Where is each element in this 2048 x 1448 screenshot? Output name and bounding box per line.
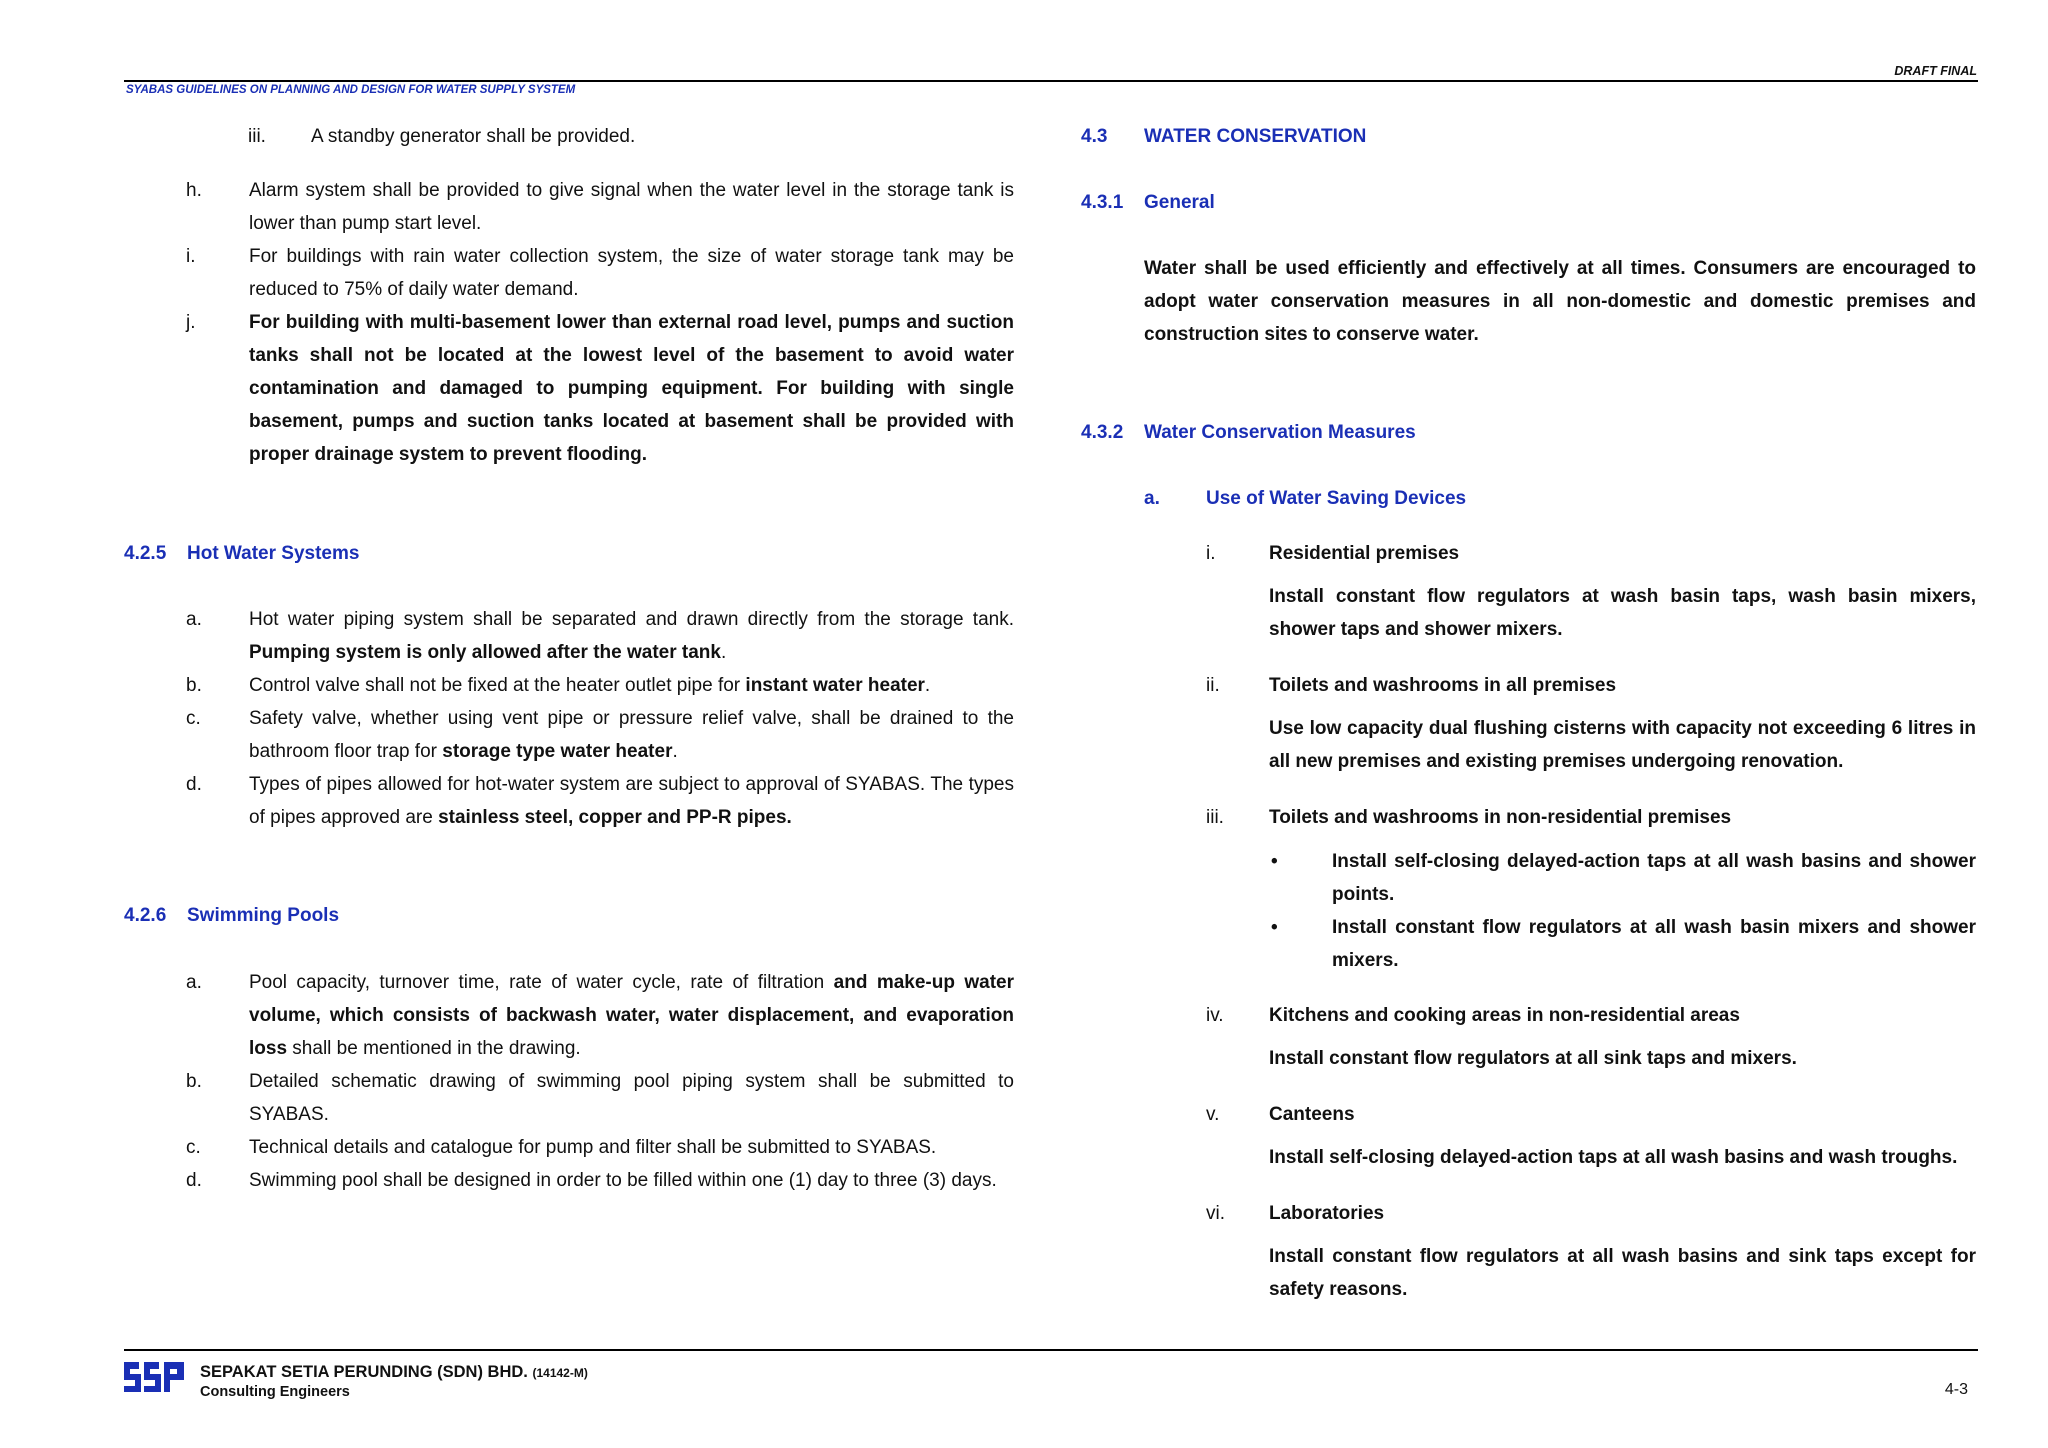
item-h-text: Alarm system shall be provided to give signal when the water level in the storage tank is lower than pump start level. [249,180,1014,234]
measure-vi-title: Laboratories [1269,1203,1385,1224]
sp-d-text: Swimming pool shall be designed in order to be filled within one (1) day to three (3) days. [249,1170,997,1191]
measure-i-label: i. [1206,543,1216,564]
company-subtitle: Consulting Engineers [200,1384,350,1400]
measure-ii-label: ii. [1206,675,1220,696]
bullet-icon: • [1271,851,1278,872]
section-426-number: 4.2.6 [124,905,167,926]
hw-c-label: c. [186,708,201,729]
hw-a-label: a. [186,609,202,630]
hw-b-label: b. [186,675,202,696]
section-43-title: WATER CONSERVATION [1144,126,1367,147]
section-425-title: Hot Water Systems [187,543,360,564]
subsection-a-title: Use of Water Saving Devices [1206,488,1467,509]
section-431-title: General [1144,192,1215,213]
measure-iii-bullet-2: Install constant flow regulators at all wash basin mixers and shower mixers. [1332,917,1976,971]
hw-a-text: Hot water piping system shall be separated and drawn directly from the storage tank. Pumping system is only allowed after the water tank. [249,609,1014,663]
item-j-text: For building with multi-basement lower than external road level, pumps and suction tanks shall not be located at the lowest level of the basement to avoid water contamination and damaged to pumping equipment. For building with single basement, pumps and suction tanks located at basement shall be provided with proper drainage system to prevent flooding. [249,312,1014,465]
measure-v-label: v. [1206,1104,1220,1125]
measure-v-title: Canteens [1269,1104,1355,1125]
measure-ii-text: Use low capacity dual flushing cisterns with capacity not exceeding 6 litres in all new premises and existing premises undergoing renovation. [1269,718,1976,772]
item-i-label: i. [186,246,196,267]
measure-iii-title: Toilets and washrooms in non-residential premises [1269,807,1732,828]
hw-b-text: Control valve shall not be fixed at the heater outlet pipe for instant water heater. [249,675,931,696]
measure-iii-label: iii. [1206,807,1224,828]
section-432-number: 4.3.2 [1081,422,1124,443]
measure-i-text: Install constant flow regulators at wash basin taps, wash basin mixers, shower taps and shower mixers. [1269,586,1976,640]
measure-v-text: Install self-closing delayed-action taps at all wash basins and wash troughs. [1269,1147,1958,1168]
company-name: SEPAKAT SETIA PERUNDING (SDN) BHD. (14142-M) [200,1363,588,1381]
measure-iv-text: Install constant flow regulators at all sink taps and mixers. [1269,1048,1797,1069]
hw-c-text: Safety valve, whether using vent pipe or pressure relief valve, shall be drained to the bathroom floor trap for storage type water heater. [249,708,1014,762]
sp-b-text: Detailed schematic drawing of swimming pool piping system shall be submitted to SYABAS. [249,1071,1014,1125]
hw-d-text: Types of pipes allowed for hot-water system are subject to approval of SYABAS. The types of pipes approved are stainless steel, copper and PP-R pipes. [249,774,1014,828]
item-j-label: j. [186,312,196,333]
sp-a-label: a. [186,972,202,993]
measure-vi-label: vi. [1206,1203,1225,1224]
item-i-text: For buildings with rain water collection system, the size of water storage tank may be reduced to 75% of daily water demand. [249,246,1014,300]
ssp-logo-icon [124,1360,184,1394]
measure-iii-bullet-1: Install self-closing delayed-action taps at all wash basins and shower points. [1332,851,1976,905]
hw-d-label: d. [186,774,202,795]
measure-iv-title: Kitchens and cooking areas in non-residential areas [1269,1005,1740,1026]
general-text: Water shall be used efficiently and effectively at all times. Consumers are encouraged to adopt water conservation measures in all non-domestic and domestic premises and construction sites to conserve water. [1144,258,1976,345]
sp-b-label: b. [186,1071,202,1092]
sp-d-label: d. [186,1170,202,1191]
item-iii-label: iii. [248,126,266,147]
sp-c-label: c. [186,1137,201,1158]
bullet-icon: • [1271,917,1278,938]
subsection-a-label: a. [1144,488,1160,509]
section-43-number: 4.3 [1081,126,1108,147]
item-iii-text: A standby generator shall be provided. [311,126,636,147]
section-431-number: 4.3.1 [1081,192,1124,213]
section-425-number: 4.2.5 [124,543,167,564]
document-title: SYABAS GUIDELINES ON PLANNING AND DESIGN FOR WATER SUPPLY SYSTEM [126,84,576,96]
sp-c-text: Technical details and catalogue for pump and filter shall be submitted to SYABAS. [249,1137,937,1158]
footer-rule [124,1349,1978,1351]
draft-final-label: DRAFT FINAL [1894,64,1977,78]
page-number: 4-3 [1944,1381,1968,1398]
header-rule [124,80,1978,82]
sp-a-text: Pool capacity, turnover time, rate of water cycle, rate of filtration and make-up water volume, which consists of backwash water, water displacement, and evaporation loss shall be mentioned in the drawing. [249,972,1014,1059]
measure-ii-title: Toilets and washrooms in all premises [1269,675,1617,696]
item-h-label: h. [186,180,202,201]
measure-iv-label: iv. [1206,1005,1224,1026]
section-432-title: Water Conservation Measures [1144,422,1416,443]
measure-vi-text: Install constant flow regulators at all wash basins and sink taps except for safety reasons. [1269,1246,1976,1300]
section-426-title: Swimming Pools [187,905,340,926]
measure-i-title: Residential premises [1269,543,1460,564]
